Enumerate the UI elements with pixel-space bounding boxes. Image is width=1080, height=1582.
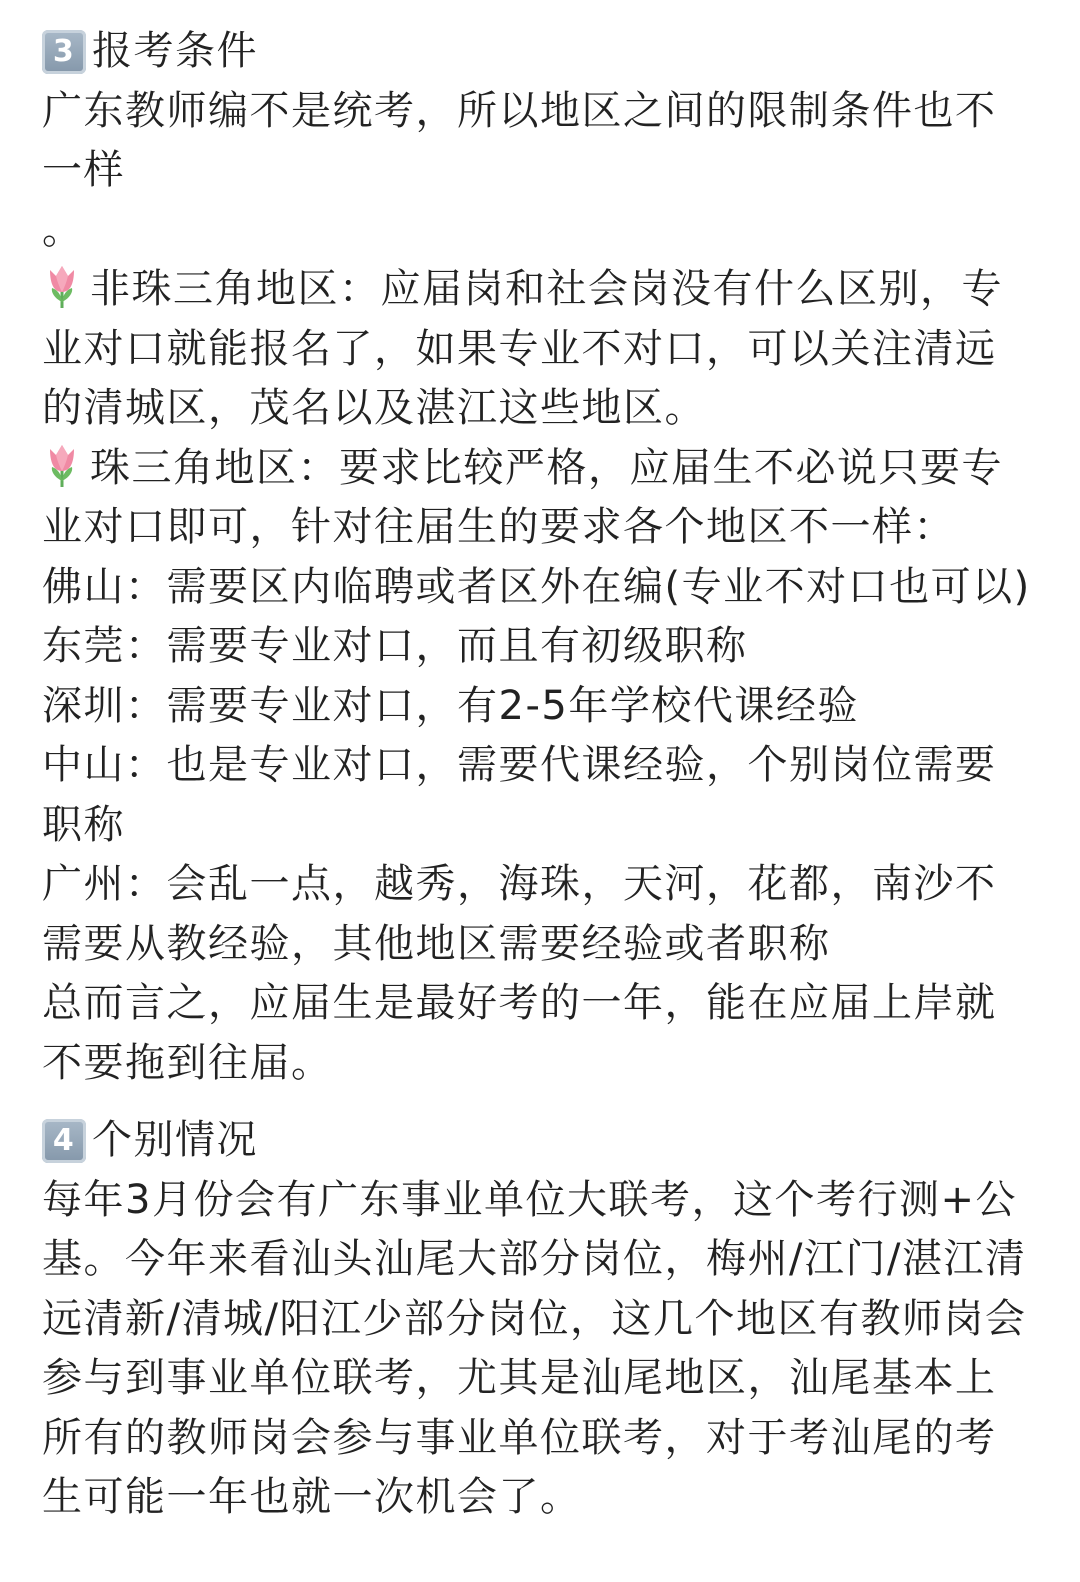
city-guangzhou-cont: 需要从教经验，其他地区需要经验或者职称 [42, 920, 831, 967]
section-3-heading [42, 22, 1042, 82]
bullet-prd [42, 439, 1042, 499]
bullet-non-prd [42, 260, 1042, 320]
paragraph-line: 参与到事业单位联考，尤其是汕尾地区，汕尾基本上 [42, 1355, 997, 1401]
paragraph-line: 每年3月份会有广东事业单位大联考，这个考行测+公 [42, 1176, 1017, 1223]
summary-line: 不要拖到往届。 [42, 1039, 333, 1086]
section-4-heading [42, 1111, 1042, 1171]
summary-line: 总而言之，应届生是最好考的一年，能在应届上岸就 [42, 980, 997, 1026]
section-3-title: 报考条件 [92, 28, 258, 74]
bullet-text: 珠三角地区：要求比较严格，应届生不必说只要专 [90, 444, 1003, 491]
keycap-4-icon: 4 [42, 1119, 86, 1163]
paragraph-line: 的清城区，茂名以及湛江这些地区。 [42, 385, 706, 431]
tulip-icon [42, 441, 82, 489]
city-zhongshan: 中山：也是专业对口，需要代课经验，个别岗位需要 [42, 742, 997, 788]
city-dongguan: 东莞：需要专业对口，而且有初级职称 [42, 623, 748, 669]
paragraph-line: 。 [42, 206, 84, 253]
paragraph-line: 所有的教师岗会参与事业单位联考，对于考汕尾的考 [42, 1414, 997, 1461]
article-body [42, 22, 1042, 1528]
paragraph-line: 一样 [42, 147, 125, 193]
bullet-text: 非珠三角地区：应届岗和社会岗没有什么区别，专 [90, 266, 1003, 312]
section-spacer [42, 1093, 1042, 1111]
paragraph-line: 业对口就能报名了，如果专业不对口，可以关注清远 [42, 325, 997, 372]
paragraph-line: 基。今年来看汕头汕尾大部分岗位，梅州/江门/湛江清 [42, 1236, 1027, 1282]
keycap-3-icon: 3 [42, 30, 86, 74]
paragraph-line: 广东教师编不是统考，所以地区之间的限制条件也不 [42, 87, 997, 134]
paragraph-line: 业对口即可，针对往届生的要求各个地区不一样： [42, 504, 955, 550]
tulip-icon [42, 262, 82, 310]
paragraph-line: 生可能一年也就一次机会了。 [42, 1474, 582, 1520]
city-shenzhen: 深圳：需要专业对口，有2-5年学校代课经验 [42, 682, 859, 729]
paragraph-line: 远清新/清城/阳江少部分岗位，这几个地区有教师岗会 [42, 1295, 1027, 1342]
city-guangzhou: 广州：会乱一点，越秀，海珠，天河，花都，南沙不 [42, 861, 997, 907]
city-zhongshan-cont: 职称 [42, 801, 125, 848]
section-4-title: 个别情况 [92, 1117, 258, 1163]
city-foshan: 佛山：需要区内临聘或者区外在编(专业不对口也可以) [42, 563, 1031, 610]
